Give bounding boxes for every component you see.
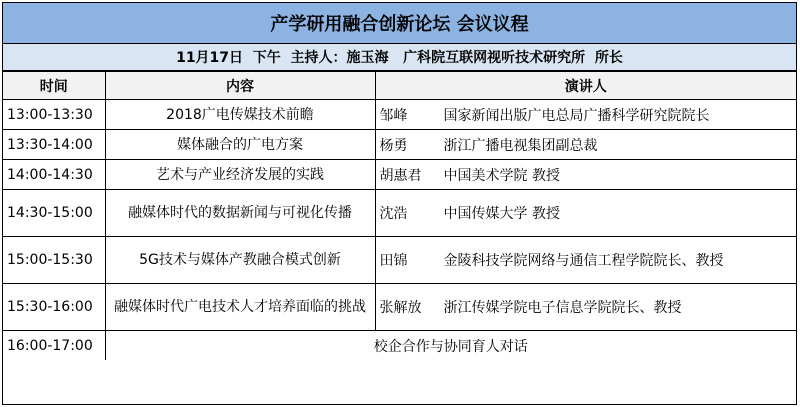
- speaker-affiliation: 中国美术学院 教授: [443, 167, 560, 184]
- agenda-title: 产学研用融合创新论坛 会议议程: [3, 3, 796, 44]
- speaker-name: 杨勇: [379, 137, 408, 154]
- session-row: [3, 100, 796, 130]
- session-time: 15:00-15:30: [3, 237, 105, 284]
- closing-row: [3, 331, 796, 361]
- session-topic: 媒体融合的广电方案: [105, 130, 375, 160]
- speaker-name: 邹峰: [379, 107, 408, 124]
- session-speaker-cell: [375, 237, 796, 284]
- agenda-table: [2, 2, 797, 405]
- speaker-name: 田锦: [379, 253, 408, 269]
- session-row: [3, 190, 796, 237]
- header-speaker: 演讲人: [375, 72, 796, 100]
- session-speaker-cell: [375, 190, 796, 237]
- speaker-name: 胡惠君: [379, 167, 422, 184]
- speaker-affiliation: 金陵科技学院网络与通信工程学院院长、教授: [443, 253, 724, 269]
- session-time: 14:30-15:00: [3, 190, 105, 237]
- speaker-name: 沈浩: [379, 206, 408, 222]
- closing-topic: 校企合作与协同育人对话: [105, 331, 796, 361]
- session-topic: 融媒体时代的数据新闻与可视化传播: [105, 190, 375, 237]
- session-time: 14:00-14:30: [3, 160, 105, 190]
- speaker-affiliation: 浙江广播电视集团副总裁: [443, 137, 598, 154]
- session-row: [3, 284, 796, 331]
- header-time: 时间: [3, 72, 105, 100]
- speaker-affiliation: 国家新闻出版广电总局广播科学研究院院长: [443, 107, 710, 124]
- speaker-name: 张解放: [379, 300, 422, 316]
- session-row: [3, 160, 796, 190]
- session-speaker-cell: [375, 160, 796, 190]
- speaker-affiliation: 中国传媒大学 教授: [443, 206, 560, 222]
- session-time: 13:30-14:00: [3, 130, 105, 160]
- header-content: 内容: [105, 72, 375, 100]
- session-time: 15:30-16:00: [3, 284, 105, 331]
- host-line: 11月17日 下午 主持人：施玉海 广科院互联网视听技术研究所 所长: [3, 44, 796, 71]
- speaker-affiliation: 浙江传媒学院电子信息学院院长、教授: [443, 300, 682, 316]
- session-topic: 融媒体时代广电技术人才培养面临的挑战: [105, 284, 375, 331]
- session-time: 13:00-13:30: [3, 100, 105, 130]
- session-speaker-cell: [375, 130, 796, 160]
- session-topic: 2018广电传媒技术前瞻: [105, 100, 375, 130]
- session-row: [3, 237, 796, 284]
- session-speaker-cell: [375, 284, 796, 331]
- session-row: [3, 130, 796, 160]
- session-topic: 艺术与产业经济发展的实践: [105, 160, 375, 190]
- session-speaker-cell: [375, 100, 796, 130]
- closing-time: 16:00-17:00: [3, 331, 105, 361]
- schedule-table: [3, 71, 796, 360]
- header-row: [3, 72, 796, 100]
- session-topic: 5G技术与媒体产教融合模式创新: [105, 237, 375, 284]
